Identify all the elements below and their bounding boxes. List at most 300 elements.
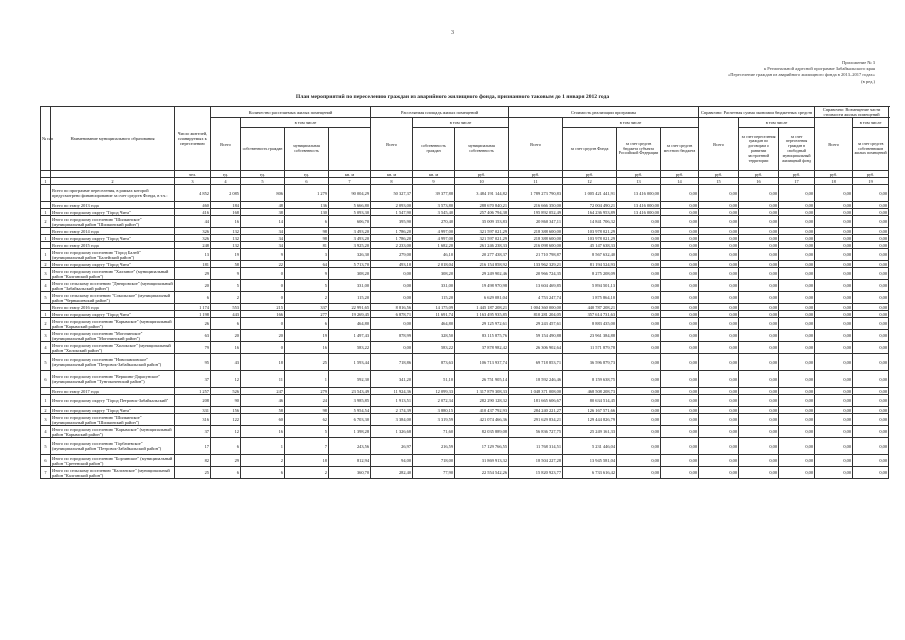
value-cell: 1 789 273 790,83 (509, 185, 563, 202)
value-cell: 63 (175, 330, 211, 342)
value-cell: 11 768 314,51 (509, 438, 563, 455)
value-cell: 168 (211, 209, 241, 216)
value-cell: 0,00 (779, 292, 815, 304)
header-cost-incl: в том числе (563, 118, 699, 128)
value-cell: 0,00 (739, 311, 779, 318)
header-rooms-municipal: муниципальная собственность (285, 128, 329, 171)
municipality-name-cell: Итого по городскому поселению "Новопавловское" (муниципальный район "Петровск-Забайкальский район") (51, 354, 175, 371)
value-cell: 0,00 (815, 185, 853, 202)
value-cell: 0,00 (853, 354, 889, 371)
value-cell: 2 (285, 292, 329, 304)
value-cell: 0,00 (617, 395, 661, 407)
value-cell: 0,00 (661, 467, 699, 479)
value-cell: 553 (211, 304, 241, 311)
value-cell: 0,00 (739, 216, 779, 228)
value-cell: 0,00 (815, 268, 853, 280)
value-cell: 0,00 (617, 292, 661, 304)
value-cell: 0,00 (815, 235, 853, 242)
column-number-cell: 12 (563, 178, 617, 185)
value-cell: 0,00 (779, 216, 815, 228)
value-cell: 29 (175, 268, 211, 280)
value-cell: 38 (241, 209, 285, 216)
value-cell: 0,00 (853, 268, 889, 280)
column-number-cell: 4 (211, 178, 241, 185)
value-cell: 98 (285, 407, 329, 414)
value-cell: 17 (175, 438, 211, 455)
municipality-name-cell: Итого по сельскому поселению "Днепровское" (муниципальный район "Забайкальский район") (52, 280, 173, 291)
row-number-cell: 5 (41, 438, 51, 455)
value-cell: 90 004,29 (329, 185, 371, 202)
value-cell: 71,60 (413, 426, 455, 438)
value-cell: 22 554 542,26 (455, 467, 509, 479)
value-cell: 9 (241, 249, 285, 261)
value-cell: 29 (211, 455, 241, 467)
header-comp-total: Всего (815, 118, 853, 171)
value-cell: 5 894 501,13 (563, 280, 617, 292)
value-cell: 248 (175, 242, 211, 249)
value-cell: 0 (241, 318, 285, 330)
value-cell: 0,00 (699, 407, 739, 414)
value-cell: 0,00 (661, 311, 699, 318)
value-cell: 0,00 (617, 235, 661, 242)
value-cell: 130 (285, 209, 329, 216)
value-cell: 216 666 350,00 (509, 202, 563, 209)
value-cell: 0,00 (617, 467, 661, 479)
row-number-cell: 2 (41, 261, 51, 268)
value-cell: 0,00 (853, 242, 889, 249)
value-cell: 0,00 (853, 292, 889, 304)
value-cell: 0,00 (815, 292, 853, 304)
value-cell: 72 004 490,21 (563, 202, 617, 209)
row-number-cell: 4 (41, 426, 51, 438)
value-cell: 136 (285, 202, 329, 209)
appendix-note-line: Приложение № 3 (842, 60, 875, 65)
value-cell: 25 (175, 467, 211, 479)
value-cell: 3 880,15 (413, 407, 455, 414)
value-cell: 0,00 (661, 261, 699, 268)
value-cell: 0,00 (739, 455, 779, 467)
value-cell: 0,00 (661, 407, 699, 414)
value-cell: 0,00 (853, 342, 889, 354)
value-cell: 421 074 466,36 (455, 414, 509, 426)
value-cell: 13 945 581,04 (563, 455, 617, 467)
appendix-note-line: (в ред.) (861, 78, 875, 84)
header-econ-incl: в том числе (739, 118, 815, 128)
value-cell: 0,00 (661, 216, 699, 228)
value-cell: 1 048 371 008,00 (509, 388, 563, 395)
value-cell: 4 852 (175, 185, 211, 202)
header-cost-local: за счет средств местного бюджета (661, 128, 699, 171)
value-cell: 592,30 (329, 371, 371, 388)
value-cell: 261 246 238,33 (455, 242, 509, 249)
value-cell: 0,00 (617, 414, 661, 426)
value-cell: 79 (175, 342, 211, 354)
value-cell: 1 257 (175, 388, 211, 395)
table-row (41, 311, 889, 318)
value-cell: 1 445 187 208,21 (455, 304, 509, 311)
value-cell: 34 (241, 242, 285, 249)
value-cell: 331,00 (413, 280, 455, 292)
value-cell: 9 (285, 268, 329, 280)
municipality-name-cell: Всего по этапу 2014 года (51, 228, 175, 235)
value-cell: 3 493,20 (329, 228, 371, 235)
value-cell: 328,50 (413, 330, 455, 342)
municipality-name-cell: Итого по городскому поселению "Хилокское" (муниципальный район "Хилокский район") (51, 342, 175, 354)
value-cell: 18 592 246,46 (509, 371, 563, 388)
value-cell: 0,00 (617, 330, 661, 342)
value-cell: 0,00 (661, 249, 699, 261)
value-cell: 0,00 (853, 311, 889, 318)
value-cell: 37 878 982,42 (455, 342, 509, 354)
value-cell: 12 (211, 426, 241, 438)
municipality-name-cell: Итого по городскому округу "Город Петровск-Забайкальский" (51, 395, 175, 407)
value-cell: 0,00 (371, 280, 413, 292)
header-econ-2: за счет переселения граждан в свободный муниципальный жилищный фонд (779, 128, 815, 171)
row-number-cell (41, 304, 51, 311)
value-cell: 0,00 (699, 249, 739, 261)
value-cell: 0,00 (661, 388, 699, 395)
value-cell: 14 (241, 216, 285, 228)
value-cell: 8 567 632,40 (563, 249, 617, 261)
value-cell: 23 961 384,88 (563, 330, 617, 342)
value-cell: 6 (211, 438, 241, 455)
value-cell: 0,00 (853, 261, 889, 268)
row-number-cell: 1 (41, 249, 51, 261)
value-cell: 3 573,80 (413, 202, 455, 209)
value-cell: 106 713 937,74 (455, 354, 509, 371)
value-cell: 3 925,20 (329, 242, 371, 249)
row-number-cell: 7 (41, 467, 51, 479)
value-cell: 341,20 (371, 371, 413, 388)
value-cell: 0,00 (699, 426, 739, 438)
value-cell: 95 (175, 354, 211, 371)
municipality-name-cell: Итого по городскому поселению "Карымское" (муниципальный район "Карымский район") (51, 318, 175, 330)
value-cell: 0 (241, 280, 285, 292)
value-cell: 0,00 (661, 342, 699, 354)
column-number-cell: 11 (509, 178, 563, 185)
value-cell: 0,00 (815, 354, 853, 371)
municipality-name-cell: Всего по программе переселения, в рамках которой предусмотрено финансирование за счет средств Фонда, в т.ч.: (51, 185, 175, 202)
municipality-name-cell: Итого по городскому поселению "Могочинское" (муниципальный район "Могочинский район") (51, 330, 175, 342)
value-cell: 82 035 889,08 (455, 426, 509, 438)
municipality-name-cell: Итого по городскому поселению "Город Балей" (муниципальный район "Балейский район") (51, 249, 175, 261)
value-cell: 1 398,28 (329, 426, 371, 438)
value-cell: 0,00 (815, 249, 853, 261)
value-cell: 526 (211, 388, 241, 395)
value-cell: 8 275 208,09 (563, 268, 617, 280)
value-cell: 60 (241, 414, 285, 426)
column-number-cell: 18 (815, 178, 853, 185)
value-cell: 37 (175, 371, 211, 388)
value-cell: 0,00 (815, 467, 853, 479)
value-cell: 0,00 (699, 185, 739, 202)
value-cell: 83 115 875,76 (455, 330, 509, 342)
units-cell: руб. (455, 171, 509, 178)
value-cell: 0,00 (699, 467, 739, 479)
value-cell: 5 231 446,04 (563, 438, 617, 455)
value-cell: 0,00 (853, 371, 889, 388)
value-cell: 0,00 (779, 342, 815, 354)
row-number-cell: 5 (41, 354, 51, 371)
value-cell: 4 997,00 (413, 228, 455, 235)
value-cell: 26 (175, 318, 211, 330)
header-rooms-total: Всего (211, 118, 241, 171)
value-cell: 0,00 (699, 280, 739, 292)
value-cell: 0,00 (661, 202, 699, 209)
value-cell: 18 (285, 455, 329, 467)
value-cell: 156 (211, 407, 241, 414)
value-cell: 0,00 (699, 235, 739, 242)
table-row (41, 209, 889, 216)
value-cell: 50 327,37 (371, 185, 413, 202)
municipality-name-cell: Итого по городскому поселению "Шилкинское" (муниципальный район "Шилкинский район") (51, 414, 175, 426)
value-cell: 0,00 (661, 395, 699, 407)
header-rooms: Количество расселяемых жилых помещений (211, 107, 371, 118)
row-number-cell (41, 242, 51, 249)
value-cell: 410 437 792,93 (455, 407, 509, 414)
value-cell: 3 319,59 (413, 414, 455, 426)
value-cell: 0,00 (371, 318, 413, 330)
units-cell (51, 171, 175, 178)
value-cell: 6 703,30 (329, 414, 371, 426)
value-cell: 0,00 (779, 455, 815, 467)
value-cell: 58 (211, 261, 241, 268)
table-row (41, 407, 889, 414)
value-cell: 0,00 (617, 438, 661, 455)
column-number-cell: 9 (413, 178, 455, 185)
value-cell: 21 710 798,87 (509, 249, 563, 261)
value-cell: 16 (241, 426, 285, 438)
value-cell: 0,00 (779, 426, 815, 438)
value-cell: 6 629 081,04 (455, 292, 509, 304)
value-cell: 9 (211, 268, 241, 280)
value-cell: 0,00 (617, 249, 661, 261)
municipality-name-cell: Итого по городскому округу "Город Чита" (51, 407, 175, 414)
value-cell: 218 388 600,00 (509, 228, 563, 235)
value-cell: 0,00 (661, 268, 699, 280)
value-cell: 14 841 706,32 (563, 216, 617, 228)
municipality-name-cell: Итого по городскому поселению "Борзинское" (муниципальный район "Сретенский район") (51, 455, 175, 467)
table-row (41, 342, 889, 354)
table-row (41, 354, 889, 371)
value-cell: 13 416 000,00 (617, 202, 661, 209)
row-number-cell: 2 (41, 216, 51, 228)
table-row (41, 268, 889, 280)
value-cell: 5 093,30 (329, 209, 371, 216)
value-cell: 0,00 (661, 235, 699, 242)
header-rooms-extra (329, 128, 371, 171)
value-cell: 284 240 221,27 (509, 407, 563, 414)
value-cell: 0,00 (779, 202, 815, 209)
value-cell: 0,00 (815, 438, 853, 455)
value-cell: 0,00 (661, 354, 699, 371)
municipality-name-cell: Итого по городскому поселению "Шилкинское" (муниципальный район "Шилкинский район") (51, 216, 175, 228)
value-cell: 0,00 (699, 261, 739, 268)
value-cell: 0,00 (699, 202, 739, 209)
value-cell: 19 (285, 330, 329, 342)
units-cell: руб. (779, 171, 815, 178)
value-cell: 5 (285, 426, 329, 438)
value-cell: 0,00 (739, 261, 779, 268)
value-cell: 1 (285, 371, 329, 388)
value-cell: 0,00 (739, 371, 779, 388)
row-number-cell: 6 (41, 455, 51, 467)
value-cell: 15 820 923,77 (509, 467, 563, 479)
value-cell: 1 174 (175, 304, 211, 311)
value-cell: 26 306 902,64 (509, 342, 563, 354)
header-area-total: Всего (371, 118, 413, 171)
value-cell: 133 962 329,21 (509, 261, 563, 268)
value-cell: 12 (211, 371, 241, 388)
value-cell: 82 (175, 455, 211, 467)
header-cost-fund: за счет средств Фонда (563, 128, 617, 171)
value-cell: 2 (241, 455, 285, 467)
value-cell: 0,00 (371, 268, 413, 280)
value-cell: 0,00 (853, 318, 889, 330)
column-numbers-row (41, 178, 889, 185)
value-cell: 6 (285, 318, 329, 330)
table-row (41, 455, 889, 467)
units-cell: кв. м (413, 171, 455, 178)
value-cell: 20 860 347,11 (509, 216, 563, 228)
value-cell: 0,00 (617, 242, 661, 249)
value-cell: 331,00 (329, 280, 371, 292)
value-cell: 0,00 (617, 304, 661, 311)
row-number-cell: 1 (41, 235, 51, 242)
header-comp-own: за счет средств собственников жилых помещений (853, 128, 889, 171)
value-cell: 3 545,40 (413, 209, 455, 216)
units-cell: чел. (175, 171, 211, 178)
value-cell: 98 (285, 228, 329, 235)
value-cell: 39 377,88 (413, 185, 455, 202)
value-cell: 0,00 (815, 318, 853, 330)
value-cell: 0,00 (699, 371, 739, 388)
value-cell: 0,00 (617, 342, 661, 354)
value-cell: 11 (241, 371, 285, 388)
value-cell: 0,00 (779, 228, 815, 235)
value-cell: 0,00 (853, 467, 889, 479)
value-cell: 468 508 208,73 (563, 388, 617, 395)
value-cell: 1 163 495 935,85 (455, 311, 509, 318)
value-cell: 0,00 (739, 228, 779, 235)
value-cell: 3 484 191 144,82 (455, 185, 509, 202)
value-cell: 0,00 (779, 388, 815, 395)
value-cell: 0,00 (617, 371, 661, 388)
value-cell: 13 (175, 249, 211, 261)
table-row (41, 371, 889, 388)
value-cell: 0,00 (815, 280, 853, 292)
value-cell: 0,00 (617, 455, 661, 467)
table-total-row (41, 242, 889, 249)
value-cell: 0,00 (853, 216, 889, 228)
value-cell: 1 198 (175, 311, 211, 318)
document-title: План мероприятий по переселению граждан из аварийного жилищного фонда, признанного таковым до 1 января 2012 года (295, 94, 610, 100)
value-cell: 321 597 021,29 (455, 235, 509, 242)
value-cell: 132 (211, 242, 241, 249)
header-rooms-private: собственность граждан (241, 128, 285, 171)
value-cell: 3 384,00 (371, 414, 413, 426)
value-cell: 0,00 (779, 249, 815, 261)
value-cell: 810 281 204,05 (509, 311, 563, 318)
value-cell: 16 (211, 342, 241, 354)
value-cell: 718,00 (413, 455, 455, 467)
value-cell: 216 098 600,00 (509, 242, 563, 249)
value-cell: 29 125 972,61 (455, 318, 509, 330)
value-cell: 0,00 (739, 318, 779, 330)
value-cell: 395,90 (371, 216, 413, 228)
value-cell: 0,00 (815, 202, 853, 209)
value-cell: 19 (211, 249, 241, 261)
value-cell: 18 504 227,28 (509, 455, 563, 467)
value-cell: 12 099,33 (413, 388, 455, 395)
value-cell: 0,00 (661, 426, 699, 438)
column-number-cell: 10 (455, 178, 509, 185)
column-number-cell: 19 (853, 178, 889, 185)
value-cell: 460 (175, 202, 211, 209)
column-number-cell: 5 (241, 178, 285, 185)
value-cell: 103 978 021,29 (563, 228, 617, 235)
value-cell: 62 (285, 414, 329, 426)
header-area-municipal: муниципальная собственность (455, 128, 509, 171)
value-cell: 81 194 524,93 (563, 261, 617, 268)
table-row (41, 438, 889, 455)
value-cell: 16 (285, 342, 329, 354)
header-economy: Справочно: Расчетная сумма экономии бюджетных средств (699, 107, 815, 118)
value-cell: 0 (241, 342, 285, 354)
value-cell: 0,00 (779, 414, 815, 426)
municipality-name-cell: Итого по городскому округу "Город Чита" (51, 311, 175, 318)
value-cell: 0,00 (699, 242, 739, 249)
value-cell: 20 (175, 280, 211, 292)
value-cell: 0,00 (815, 228, 853, 235)
value-cell: 243,56 (329, 438, 371, 455)
value-cell: 0,00 (853, 249, 889, 261)
value-cell: 6 733 616,42 (563, 467, 617, 479)
value-cell: 443 (211, 311, 241, 318)
value-cell: 0,00 (617, 228, 661, 235)
header-area: Расселяемая площадь жилых помещений (371, 107, 509, 118)
header-area-incl: в том числе (413, 118, 509, 128)
value-cell: 0,00 (739, 395, 779, 407)
value-cell: 6 (211, 467, 241, 479)
table-row (41, 318, 889, 330)
table-total-row (41, 202, 889, 209)
value-cell: 0,00 (779, 280, 815, 292)
value-cell: 1 326,68 (371, 426, 413, 438)
value-cell: 3 493,20 (329, 235, 371, 242)
value-cell: 277 (285, 311, 329, 318)
column-number-cell: 1 (41, 178, 51, 185)
value-cell: 2 174,39 (371, 407, 413, 414)
appendix-note-line: к Региональной адресной программе Забайкальского края (763, 66, 875, 72)
value-cell: 321 597 021,29 (455, 228, 509, 235)
value-cell: 2 (211, 292, 241, 304)
value-cell: 0,00 (853, 414, 889, 426)
table-total-row (41, 304, 889, 311)
value-cell: 17 129 766,55 (455, 438, 509, 455)
value-cell: 218 388 600,00 (509, 235, 563, 242)
value-cell: 3 985,85 (329, 395, 371, 407)
column-number-cell: 14 (661, 178, 699, 185)
column-number-cell: 7 (329, 178, 371, 185)
value-cell: 11 571 879,78 (563, 342, 617, 354)
value-cell: 0,00 (853, 235, 889, 242)
value-cell: 0,00 (815, 414, 853, 426)
value-cell: 0,00 (661, 438, 699, 455)
value-cell: 126 167 571,66 (563, 407, 617, 414)
units-cell: руб. (699, 171, 739, 178)
units-cell: кв. м (371, 171, 413, 178)
